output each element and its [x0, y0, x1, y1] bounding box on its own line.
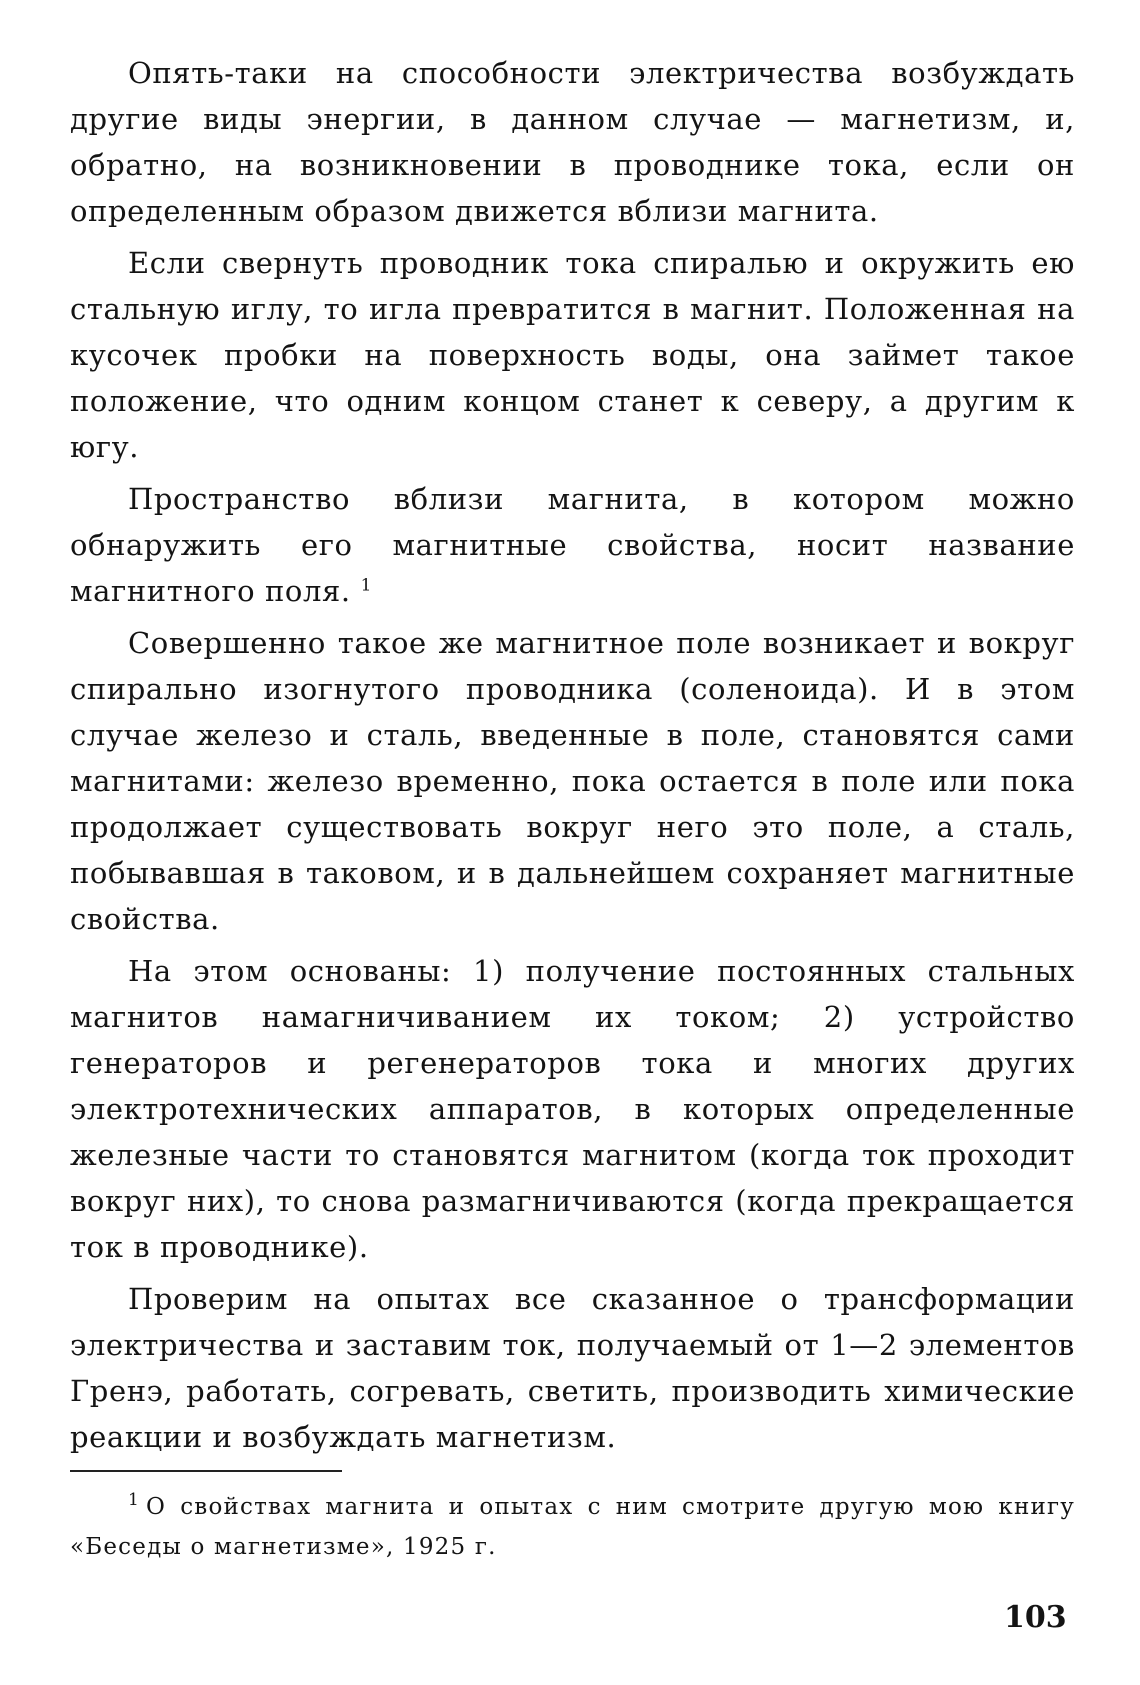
paragraph-6: Проверим на опытах все сказанное о трансформации электричества и заставим ток, получаемый от 1—2 элементов Гренэ, работать, согревать, светить, производить химические реакции и возбуждать магнетизм. — [70, 1282, 1075, 1454]
page-number: 103 — [1004, 1600, 1067, 1635]
paragraph-5: На этом основаны: 1) получение постоянных стальных магнитов намагничиванием их током; 2) устройство генераторов и регенераторов тока и многих других электротехнических аппаратов, в которых определенные железные части то становятся магнитом (когда ток проходит вокруг них), то снова размагничиваются (когда прекращается ток в проводнике). — [70, 954, 1075, 1264]
page-body — [70, 50, 1075, 1466]
footnote — [70, 1487, 1075, 1567]
paragraph-2: Если свернуть проводник тока спиралью и окружить ею стальную иглу, то игла превратится в магнит. Положенная на кусочек пробки на поверхность воды, она займет такое положение, что одним концом станет к северу, а другим к югу. — [70, 246, 1075, 464]
paragraph-1: Опять-таки на способности электричества возбуждать другие виды энергии, в данном случае — магнетизм, и, обратно, на возникновении в проводнике тока, если он определенным образом движется вблизи магнита. — [70, 56, 1075, 228]
footnote-reference[interactable]: 1 — [360, 575, 372, 596]
footnote-text: О свойствах магнита и опытах с ним смотрите другую мою книгу «Беседы о магнетизме», 1925 г. — [70, 1494, 1075, 1560]
footnote-divider — [70, 1470, 342, 1472]
paragraph-3-text: Пространство вблизи магнита, в котором можно обнаружить его магнитные свойства, носит название магнитного поля. — [70, 482, 1075, 608]
footnote-marker: 1 — [128, 1490, 141, 1511]
paragraph-4: Совершенно такое же магнитное поле возникает и вокруг спирально изогнутого проводника (соленоида). И в этом случае железо и сталь, введенные в поле, становятся сами магнитами: железо временно, пока остается в поле или пока продолжает существовать вокруг него это поле, а сталь, побывавшая в таковом, и в дальнейшем сохраняет магнитные свойства. — [70, 626, 1075, 936]
paragraph-3 — [70, 476, 1075, 614]
